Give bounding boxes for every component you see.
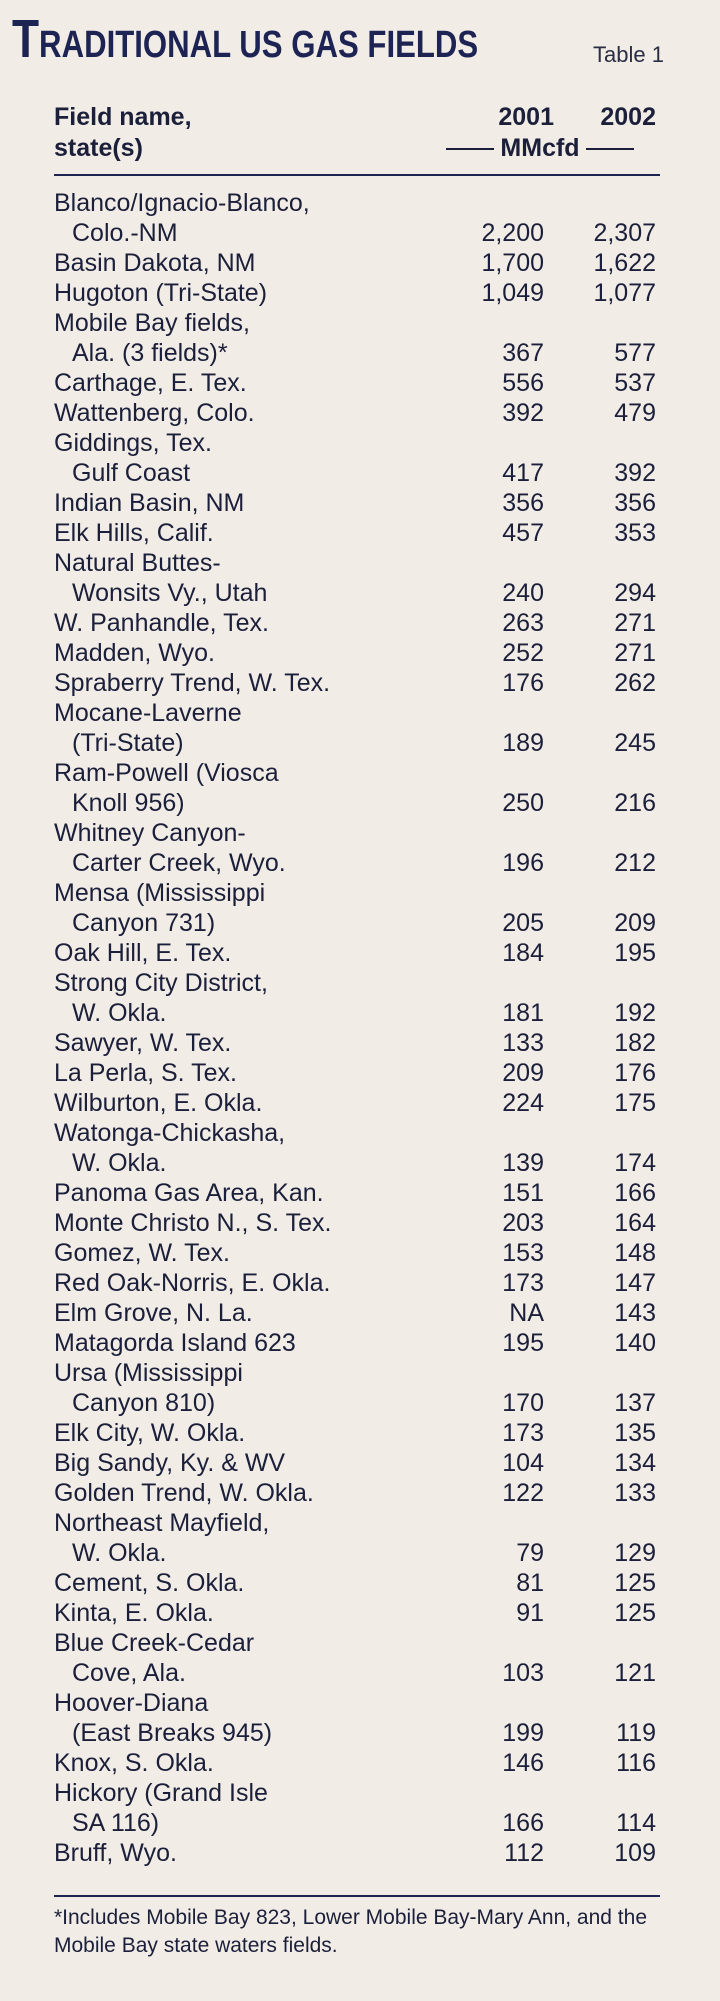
field-name: SA 116) <box>72 1809 160 1837</box>
table-row <box>54 878 656 938</box>
row-line <box>54 638 656 668</box>
table-row <box>54 1058 656 1088</box>
row-line <box>54 1238 656 1268</box>
field-name: Knox, S. Okla. <box>54 1749 214 1777</box>
row-line <box>54 878 656 908</box>
value-2002: 119 <box>616 1719 656 1747</box>
field-name: Gulf Coast <box>72 459 191 487</box>
value-2002: 271 <box>614 639 656 667</box>
table-row <box>54 1688 656 1748</box>
value-2001: 133 <box>502 1029 544 1057</box>
row-line <box>54 728 656 758</box>
field-name: Gomez, W. Tex. <box>54 1239 230 1267</box>
row-line <box>54 758 656 788</box>
value-2001: 166 <box>502 1809 544 1837</box>
field-name: Kinta, E. Okla. <box>54 1599 214 1627</box>
value-2001: 184 <box>502 939 544 967</box>
field-name: Mobile Bay fields, <box>54 309 250 337</box>
value-2002: 262 <box>614 669 656 697</box>
field-name: Giddings, Tex. <box>54 429 212 457</box>
value-2002: 2,307 <box>593 219 656 247</box>
value-2002: 133 <box>614 1479 656 1507</box>
table-row <box>54 638 656 668</box>
value-2001: 250 <box>502 789 544 817</box>
year-2002-header: 2002 <box>600 103 656 131</box>
field-name: Wilburton, E. Okla. <box>54 1089 263 1117</box>
row-line <box>54 1688 656 1718</box>
value-2002: 212 <box>614 849 656 877</box>
field-name: Ala. (3 fields)* <box>72 339 228 367</box>
row-line <box>54 1088 656 1118</box>
table-row <box>54 758 656 818</box>
value-2002: 176 <box>614 1059 656 1087</box>
table-row <box>54 1418 656 1448</box>
value-2001: 417 <box>502 459 544 487</box>
row-line <box>54 458 656 488</box>
value-2001: 91 <box>516 1599 544 1627</box>
value-2001: 195 <box>502 1329 544 1357</box>
field-name: Ursa (Mississippi <box>54 1359 243 1387</box>
unit-header: MMcfd <box>424 133 656 164</box>
field-name: Canyon 810) <box>72 1389 216 1417</box>
value-2002: 479 <box>614 399 656 427</box>
row-line <box>54 1148 656 1178</box>
value-2001: 122 <box>502 1479 544 1507</box>
row-line <box>54 848 656 878</box>
field-header-line-1: Field name, <box>54 103 192 131</box>
row-line <box>54 1748 656 1778</box>
value-2001: 209 <box>502 1059 544 1087</box>
field-name: Big Sandy, Ky. & WV <box>54 1449 286 1477</box>
table-body <box>54 188 656 1868</box>
row-line <box>54 1058 656 1088</box>
field-name: Matagorda Island 623 <box>54 1329 296 1357</box>
table-row <box>54 1178 656 1208</box>
value-2001: 81 <box>516 1569 544 1597</box>
row-line <box>54 1208 656 1238</box>
value-2002: 125 <box>614 1569 656 1597</box>
field-name: Elk City, W. Okla. <box>54 1419 246 1447</box>
row-line <box>54 1028 656 1058</box>
table-row <box>54 1478 656 1508</box>
field-name: Blue Creek-Cedar <box>54 1629 255 1657</box>
value-2001: 103 <box>502 1659 544 1687</box>
value-2002: 392 <box>614 459 656 487</box>
row-line <box>54 1628 656 1658</box>
field-name: Colo.-NM <box>72 219 178 247</box>
field-name: Whitney Canyon- <box>54 819 246 847</box>
value-2002: 148 <box>614 1239 656 1267</box>
row-line <box>54 368 656 398</box>
value-2002: 121 <box>614 1659 656 1687</box>
row-line <box>54 1388 656 1418</box>
field-name: W. Okla. <box>72 1539 167 1567</box>
value-2002: 147 <box>614 1269 656 1297</box>
value-2001: 392 <box>502 399 544 427</box>
value-2002: 109 <box>614 1839 656 1867</box>
field-name: Ram-Powell (Viosca <box>54 759 279 787</box>
value-2001: 176 <box>502 669 544 697</box>
row-line <box>54 938 656 968</box>
field-name: Canyon 731) <box>72 909 216 937</box>
table-row <box>54 1838 656 1868</box>
row-line <box>54 518 656 548</box>
table-row <box>54 428 656 488</box>
row-line <box>54 338 656 368</box>
field-name: Elk Hills, Calif. <box>54 519 214 547</box>
field-name: Wonsits Vy., Utah <box>72 579 268 607</box>
table-row <box>54 398 656 428</box>
row-line <box>54 1658 656 1688</box>
row-line <box>54 1778 656 1808</box>
row-line <box>54 548 656 578</box>
row-line <box>54 788 656 818</box>
table-row <box>54 1208 656 1238</box>
table-row <box>54 1118 656 1178</box>
value-2001: 196 <box>502 849 544 877</box>
row-line <box>54 908 656 938</box>
field-name: Carthage, E. Tex. <box>54 369 247 397</box>
value-2002: 129 <box>614 1539 656 1567</box>
row-line <box>54 1478 656 1508</box>
row-line <box>54 428 656 458</box>
value-2001: 252 <box>502 639 544 667</box>
value-2002: 192 <box>614 999 656 1027</box>
value-2002: 143 <box>614 1299 656 1327</box>
value-2001: 104 <box>502 1449 544 1477</box>
value-2002: 209 <box>614 909 656 937</box>
field-name: Watonga-Chickasha, <box>54 1119 286 1147</box>
table-row <box>54 1328 656 1358</box>
row-line <box>54 248 656 278</box>
field-header-line-2: state(s) <box>54 134 143 162</box>
row-line <box>54 1598 656 1628</box>
table-row <box>54 1748 656 1778</box>
row-line <box>54 1268 656 1298</box>
table-row <box>54 1508 656 1568</box>
value-2002: 271 <box>614 609 656 637</box>
year-2001-header: 2001 <box>498 103 554 131</box>
field-name: Monte Christo N., S. Tex. <box>54 1209 332 1237</box>
title-rest: RADITIONAL US GAS FIELDS <box>39 24 479 66</box>
row-line <box>54 1808 656 1838</box>
row-line <box>54 1118 656 1148</box>
field-name: W. Okla. <box>72 999 167 1027</box>
field-name: Mocane-Laverne <box>54 699 242 727</box>
value-2001: 112 <box>504 1839 544 1867</box>
row-line <box>54 1838 656 1868</box>
row-line <box>54 968 656 998</box>
value-2002: 166 <box>614 1179 656 1207</box>
table-row <box>54 1598 656 1628</box>
table-row <box>54 248 656 278</box>
field-name: (Tri-State) <box>72 729 184 757</box>
field-name: La Perla, S. Tex. <box>54 1059 237 1087</box>
value-2002: 135 <box>614 1419 656 1447</box>
row-line <box>54 1298 656 1328</box>
table-row <box>54 488 656 518</box>
value-2001: 356 <box>502 489 544 517</box>
field-name: Mensa (Mississippi <box>54 879 266 907</box>
value-2001: 79 <box>516 1539 544 1567</box>
value-2001: 139 <box>502 1149 544 1177</box>
table-row <box>54 668 656 698</box>
value-2001: 2,200 <box>481 219 544 247</box>
row-line <box>54 1508 656 1538</box>
value-2002: 1,622 <box>593 249 656 277</box>
row-line <box>54 1448 656 1478</box>
field-name: Oak Hill, E. Tex. <box>54 939 232 967</box>
field-name: Panoma Gas Area, Kan. <box>54 1179 324 1207</box>
value-2001: 151 <box>502 1179 544 1207</box>
table-row <box>54 1628 656 1688</box>
row-line <box>54 1418 656 1448</box>
field-name: Wattenberg, Colo. <box>54 399 255 427</box>
table-row <box>54 518 656 548</box>
footnote: *Includes Mobile Bay 823, Lower Mobile Bay-Mary Ann, and the Mobile Bay state waters fields. <box>54 1906 647 1957</box>
row-line <box>54 188 656 218</box>
row-line <box>54 398 656 428</box>
value-2001: NA <box>509 1299 544 1327</box>
field-name: (East Breaks 945) <box>72 1719 273 1747</box>
value-2001: 1,049 <box>481 279 544 307</box>
value-2002: 294 <box>614 579 656 607</box>
value-2001: 189 <box>502 729 544 757</box>
table-row <box>54 818 656 878</box>
table-row <box>54 968 656 1028</box>
table-row <box>54 1268 656 1298</box>
value-2001: 240 <box>502 579 544 607</box>
header-divider <box>54 174 660 176</box>
row-line <box>54 1358 656 1388</box>
field-name: Natural Buttes- <box>54 549 221 577</box>
value-2002: 356 <box>614 489 656 517</box>
table-row <box>54 1358 656 1418</box>
field-name: Sawyer, W. Tex. <box>54 1029 232 1057</box>
field-name: Northeast Mayfield, <box>54 1509 270 1537</box>
value-2002: 116 <box>616 1749 656 1777</box>
table-row <box>54 608 656 638</box>
row-line <box>54 278 656 308</box>
field-name: Hoover-Diana <box>54 1689 209 1717</box>
table-row <box>54 1778 656 1838</box>
value-2002: 174 <box>614 1149 656 1177</box>
value-2002: 164 <box>614 1209 656 1237</box>
row-line <box>54 998 656 1028</box>
table-row <box>54 1448 656 1478</box>
row-line <box>54 818 656 848</box>
value-2001: 170 <box>502 1389 544 1417</box>
table-row <box>54 1028 656 1058</box>
value-2002: 1,077 <box>593 279 656 307</box>
value-2002: 353 <box>614 519 656 547</box>
table-row <box>54 698 656 758</box>
field-name: W. Panhandle, Tex. <box>54 609 269 637</box>
row-line <box>54 218 656 248</box>
value-2001: 263 <box>502 609 544 637</box>
column-headers <box>54 102 656 174</box>
value-2001: 153 <box>502 1239 544 1267</box>
value-2002: 140 <box>614 1329 656 1357</box>
row-line <box>54 1718 656 1748</box>
field-name: Cove, Ala. <box>72 1659 186 1687</box>
row-line <box>54 488 656 518</box>
value-2001: 367 <box>502 339 544 367</box>
table-row <box>54 368 656 398</box>
field-name: Basin Dakota, NM <box>54 249 256 277</box>
field-name: Cement, S. Okla. <box>54 1569 245 1597</box>
value-2001: 224 <box>502 1089 544 1117</box>
value-2001: 205 <box>502 909 544 937</box>
field-name: Red Oak-Norris, E. Okla. <box>54 1269 331 1297</box>
field-name: Hugoton (Tri-State) <box>54 279 268 307</box>
field-name: Carter Creek, Wyo. <box>72 849 286 877</box>
table-row <box>54 548 656 608</box>
field-name-header <box>54 102 192 164</box>
row-line <box>54 308 656 338</box>
field-name: W. Okla. <box>72 1149 167 1177</box>
value-2002: 245 <box>614 729 656 757</box>
footer-divider <box>54 1895 660 1897</box>
value-2002: 137 <box>614 1389 656 1417</box>
value-2001: 146 <box>502 1749 544 1777</box>
table-title <box>12 8 478 70</box>
value-2002: 175 <box>614 1089 656 1117</box>
row-line <box>54 1178 656 1208</box>
value-2001: 1,700 <box>481 249 544 277</box>
table-row <box>54 188 656 248</box>
row-line <box>54 608 656 638</box>
value-2002: 182 <box>614 1029 656 1057</box>
value-2001: 181 <box>502 999 544 1027</box>
field-name: Strong City District, <box>54 969 268 997</box>
table-number-label: Table 1 <box>593 42 664 67</box>
field-name: Blanco/Ignacio-Blanco, <box>54 189 310 217</box>
field-name: Elm Grove, N. La. <box>54 1299 253 1327</box>
value-2002: 114 <box>616 1809 656 1837</box>
field-name: Golden Trend, W. Okla. <box>54 1479 314 1507</box>
value-2001: 199 <box>502 1719 544 1747</box>
value-2002: 577 <box>614 339 656 367</box>
table-row <box>54 1298 656 1328</box>
table-row <box>54 1238 656 1268</box>
field-name: Indian Basin, NM <box>54 489 245 517</box>
table-row <box>54 1088 656 1118</box>
value-2002: 537 <box>614 369 656 397</box>
value-2001: 457 <box>502 519 544 547</box>
table-row <box>54 1568 656 1598</box>
row-line <box>54 578 656 608</box>
field-name: Spraberry Trend, W. Tex. <box>54 669 331 697</box>
row-line <box>54 1568 656 1598</box>
field-name: Hickory (Grand Isle <box>54 1779 268 1807</box>
field-name: Knoll 956) <box>72 789 185 817</box>
table-row <box>54 278 656 308</box>
row-line <box>54 1328 656 1358</box>
row-line <box>54 698 656 728</box>
value-2002: 195 <box>614 939 656 967</box>
value-2001: 203 <box>502 1209 544 1237</box>
title-initial: T <box>12 9 40 69</box>
row-line <box>54 668 656 698</box>
table-row <box>54 938 656 968</box>
field-name: Madden, Wyo. <box>54 639 215 667</box>
value-2002: 125 <box>614 1599 656 1627</box>
value-2002: 134 <box>614 1449 656 1477</box>
table-row <box>54 308 656 368</box>
value-2001: 556 <box>502 369 544 397</box>
value-2001: 173 <box>502 1269 544 1297</box>
row-line <box>54 1538 656 1568</box>
value-2001: 173 <box>502 1419 544 1447</box>
value-2002: 216 <box>614 789 656 817</box>
field-name: Bruff, Wyo. <box>54 1839 177 1867</box>
